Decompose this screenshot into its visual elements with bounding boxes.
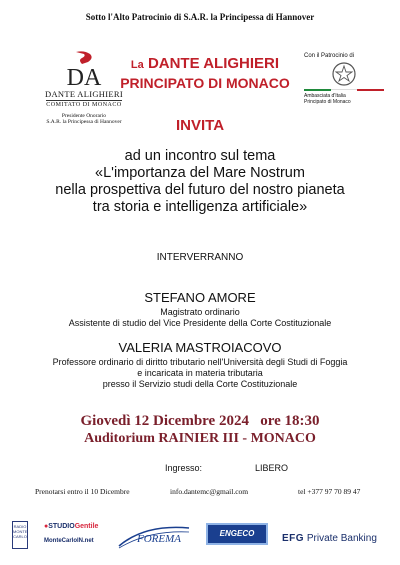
speaker-role: Professore ordinario di diritto tributario nell'Università degli Studi di Foggia: [52, 357, 348, 367]
booking-deadline: Prenotarsi entro il 10 Dicembre: [35, 487, 130, 496]
speaker-name: STEFANO AMORE: [144, 290, 256, 305]
event-date: Giovedì 12 Dicembre 2024: [80, 413, 249, 429]
speaker-role: e incaricata in materia tributaria: [137, 368, 263, 378]
org-title-name: DANTE ALIGHIERI: [147, 55, 280, 72]
event-venue: Auditorium RAINIER III - MONACO: [84, 431, 316, 446]
embassy-text: [300, 93, 388, 105]
engeco-logo: ENGECO: [206, 523, 268, 545]
da-logo-subtitle: COMITATO DI MONACO: [46, 102, 122, 108]
org-title-line2: PRINCIPATO DI MONACO: [120, 75, 290, 91]
event-time: ore 18:30: [260, 413, 320, 429]
org-title-line1: [110, 55, 300, 72]
embassy-logo: [300, 53, 388, 105]
theme-line3: nella prospettiva del futuro del nostro pianeta: [55, 182, 345, 198]
da-monogram-icon: [54, 50, 114, 88]
forema-logo-text: FOREMA: [137, 533, 181, 545]
studio-dot-icon: ●: [44, 523, 49, 530]
theme-line2: «L'importanza del Mare Nostrum: [95, 165, 305, 181]
honorary-president-line1: Presidente Onorario: [61, 113, 107, 119]
montecarlo-in-logo: MonteCarloIN.net: [44, 538, 94, 544]
speaker-role: Assistente di studio del Vice Presidente della Corte Costituzionale: [68, 318, 332, 328]
patronage-label: Con il Patrocinio di: [304, 53, 355, 59]
honorary-president-line2: S.A.R. la Principessa di Hannover: [46, 119, 122, 125]
speaker-role: presso il Servizio studi della Corte Costituzionale: [102, 379, 298, 389]
contact-phone: tel +377 97 70 89 47: [298, 487, 361, 496]
studio-logo-text: STUDIO: [48, 523, 75, 530]
ingresso-label: Ingresso:: [165, 463, 203, 473]
embassy-text-line1: Ambasciata d'Italia: [304, 93, 346, 99]
org-title-prefix: La: [130, 59, 144, 71]
patronage-line: Sotto l'Alto Patrocinio di S.A.R. la Principessa di Hannover: [85, 12, 315, 22]
efg-brand: EFG: [282, 533, 305, 544]
embassy-text-line2: Principato di Monaco: [304, 99, 351, 105]
italian-emblem-icon: [331, 61, 357, 87]
contact-email[interactable]: info.dantemc@gmail.com: [170, 487, 249, 496]
theme-line4: tra storia e intelligenza artificiale»: [92, 199, 308, 215]
italian-flag-stripe: [304, 89, 384, 91]
invita-heading: INVITA: [175, 117, 225, 134]
studio-logo-suffix: Gentile: [74, 523, 99, 530]
event-date-time: [0, 413, 400, 430]
theme-line1: ad un incontro sul tema: [124, 148, 276, 164]
radio-monte-carlo-logo: RADIO MONTE CARLO: [12, 521, 28, 549]
speaker-name: VALERIA MASTROIACOVO: [118, 340, 282, 355]
ingresso-value: LIBERO: [255, 463, 289, 473]
studio-gentile-logo: [44, 523, 98, 530]
speakers-heading: INTERVERRANNO: [156, 252, 244, 263]
efg-private-banking-logo: [282, 533, 377, 544]
da-logo-name: DANTE ALIGHIERI: [45, 89, 123, 99]
da-monogram: DA: [66, 65, 102, 88]
efg-text: Private Banking: [306, 533, 377, 544]
event-theme: [0, 148, 400, 216]
forema-logo: [115, 522, 193, 550]
speaker-role: Magistrato ordinario: [160, 307, 240, 317]
